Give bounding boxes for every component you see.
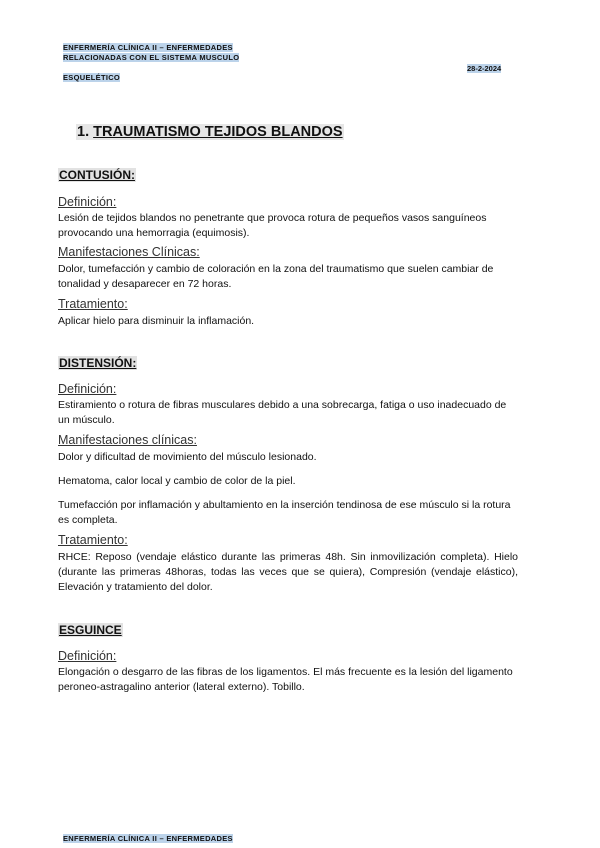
header-date: 28-2-2024: [467, 64, 502, 73]
subheading-definicion: Definición:: [58, 195, 117, 209]
footer-line-1: ENFERMERÍA CLÍNICA II – ENFERMEDADES: [63, 834, 233, 843]
paragraph: Hematoma, calor local y cambio de color de la piel.: [58, 475, 296, 487]
paragraph: Aplicar hielo para disminuir la inflamación.: [58, 315, 255, 327]
subheading-tratamiento: Tratamiento:: [58, 533, 128, 547]
title-text: TRAUMATISMO TEJIDOS BLANDOS: [93, 124, 343, 140]
header-line-2: RELACIONADAS CON EL SISTEMA MUSCULO: [63, 52, 240, 62]
section-heading: CONTUSIÓN:: [59, 168, 135, 182]
subheading-manifestaciones: Manifestaciones clínicas:: [58, 433, 197, 447]
section-heading: DISTENSIÓN:: [59, 356, 137, 370]
paragraph: Elongación o desgarro de las fibras de los ligamentos. El más frecuente es la lesión del ligamento peroneo-astragalino anterior (lateral externo). Tobillo.: [58, 666, 513, 693]
subheading-definicion: Definición:: [58, 649, 117, 663]
paragraph: Dolor y dificultad de movimiento del músculo lesionado.: [58, 451, 317, 463]
section-esguince: [58, 621, 518, 695]
header-line-1: ENFERMERÍA CLÍNICA II – ENFERMEDADES: [63, 43, 233, 52]
section-distension: [58, 354, 518, 595]
subheading-tratamiento: Tratamiento:: [58, 297, 128, 311]
section-heading: ESGUINCE: [59, 623, 122, 637]
paragraph: Lesión de tejidos blandos no penetrante que provoca rotura de pequeños vasos sanguíneos provocando una hemorragia (equimosis).: [58, 212, 487, 239]
paragraph: Estiramiento o rotura de fibras musculares debido a una sobrecarga, fatiga o uso inadecuado de un músculo.: [58, 399, 507, 426]
section-contusion: [58, 166, 518, 329]
paragraph: Tumefacción por inflamación y abultamiento en la inserción tendinosa de ese músculo si la rotura es completa.: [58, 499, 511, 526]
title-number: 1.: [77, 124, 94, 140]
page-title: [76, 124, 344, 140]
header-line-3: ESQUELÉTICO: [63, 73, 121, 82]
subheading-manifestaciones: Manifestaciones Clínicas:: [58, 245, 200, 259]
paragraph: Dolor, tumefacción y cambio de coloración en la zona del traumatismo que suelen cambiar de tonalidad y desaparecer en 72 horas.: [58, 263, 494, 290]
document-header: [63, 43, 239, 62]
document-body: [58, 166, 518, 695]
paragraph: RHCE: Reposo (vendaje elástico durante las primeras 48h. Sin inmovilización completa). Hielo (durante las primeras 48horas, todas las veces que se quiera), Compresión (vendaje elástico), Elevación y tratamiento del dolor.: [58, 551, 518, 593]
subheading-definicion: Definición:: [58, 382, 117, 396]
